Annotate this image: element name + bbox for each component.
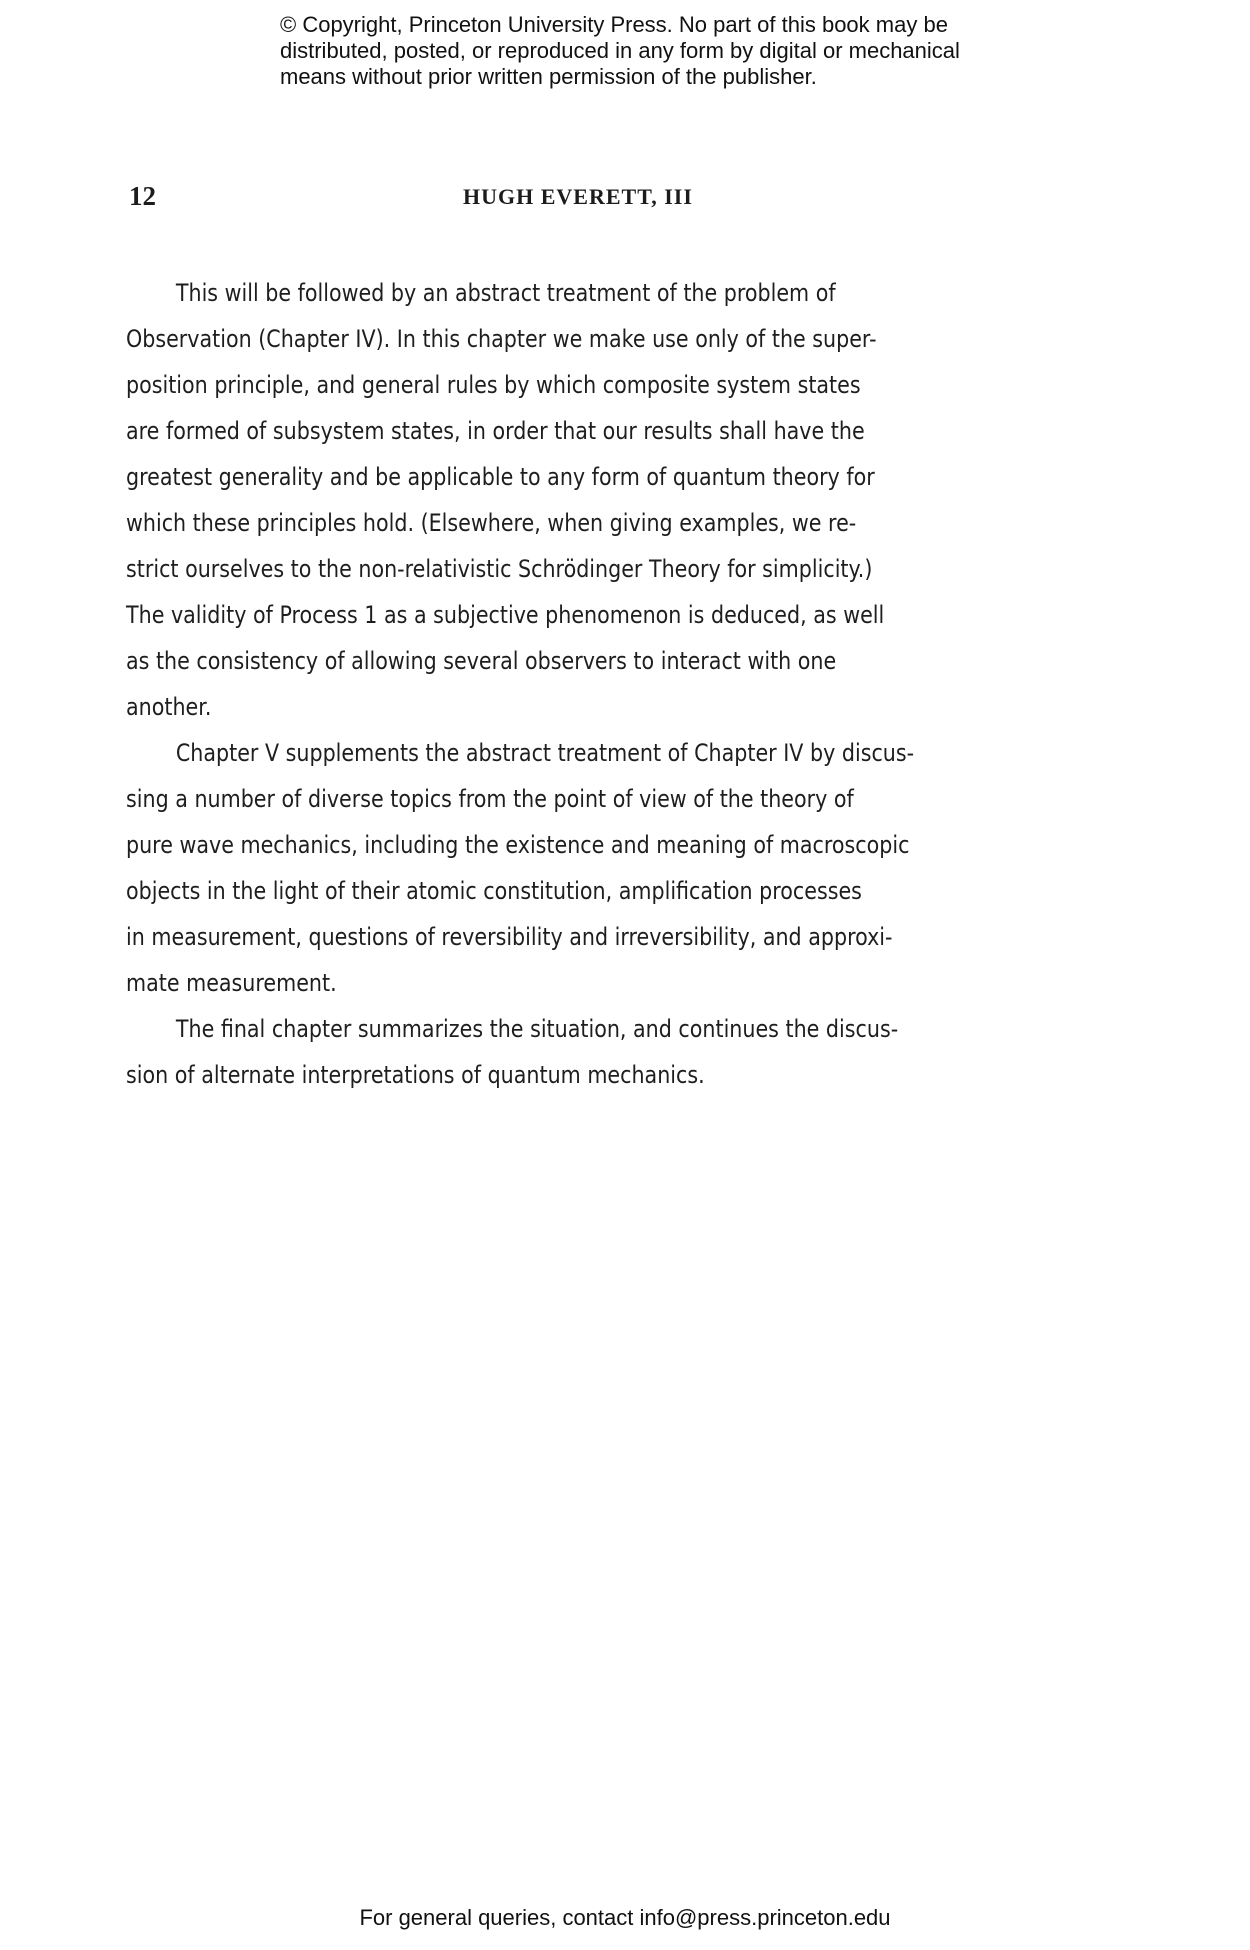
text-line: in measurement, questions of reversibility and irreversibility, and approxi- — [126, 923, 893, 951]
copyright-notice — [280, 12, 1040, 90]
paragraph-1 — [126, 270, 1086, 730]
text-line: position principle, and general rules by which composite system states — [126, 371, 861, 399]
text-line: another. — [126, 693, 212, 721]
text-line: are formed of subsystem states, in order that our results shall have the — [126, 417, 865, 445]
text-line: Observation (Chapter IV). In this chapter we make use only of the super- — [126, 325, 877, 353]
text-line: pure wave mechanics, including the existence and meaning of macroscopic — [126, 831, 910, 859]
running-head — [125, 178, 1125, 218]
text-line: which these principles hold. (Elsewhere, when giving examples, we re- — [126, 509, 857, 537]
footer-contact: For general queries, contact info@press.princeton.edu — [359, 1905, 891, 1930]
text-line: This will be followed by an abstract treatment of the problem of — [175, 279, 836, 307]
copyright-line: means without prior written permission of the publisher. — [280, 64, 817, 89]
text-line: The final chapter summarizes the situation, and continues the discus- — [175, 1015, 899, 1043]
text-line: objects in the light of their atomic constitution, amplification processes — [126, 877, 862, 905]
body-text — [126, 270, 1086, 1098]
text-line: greatest generality and be applicable to any form of quantum theory for — [126, 463, 875, 491]
text-line: sion of alternate interpretations of quantum mechanics. — [126, 1061, 705, 1089]
running-title: HUGH EVERETT, III — [463, 184, 693, 209]
text-line: Chapter V supplements the abstract treatment of Chapter IV by discus- — [175, 739, 915, 767]
paragraph-3 — [126, 1006, 1086, 1098]
copyright-line: © Copyright, Princeton University Press. No part of this book may be — [280, 12, 948, 37]
text-line: as the consistency of allowing several observers to interact with one — [126, 647, 837, 675]
text-line: sing a number of diverse topics from the point of view of the theory of — [126, 785, 854, 813]
text-line: strict ourselves to the non-relativistic Schrödinger Theory for simplicity.) — [126, 555, 873, 583]
copyright-line: distributed, posted, or reproduced in any form by digital or mechanical — [280, 38, 960, 63]
page-number: 12 — [129, 181, 156, 211]
paragraph-2 — [126, 730, 1086, 1006]
text-line: The validity of Process 1 as a subjective phenomenon is deduced, as well — [126, 601, 885, 629]
text-line: mate measurement. — [126, 969, 337, 997]
